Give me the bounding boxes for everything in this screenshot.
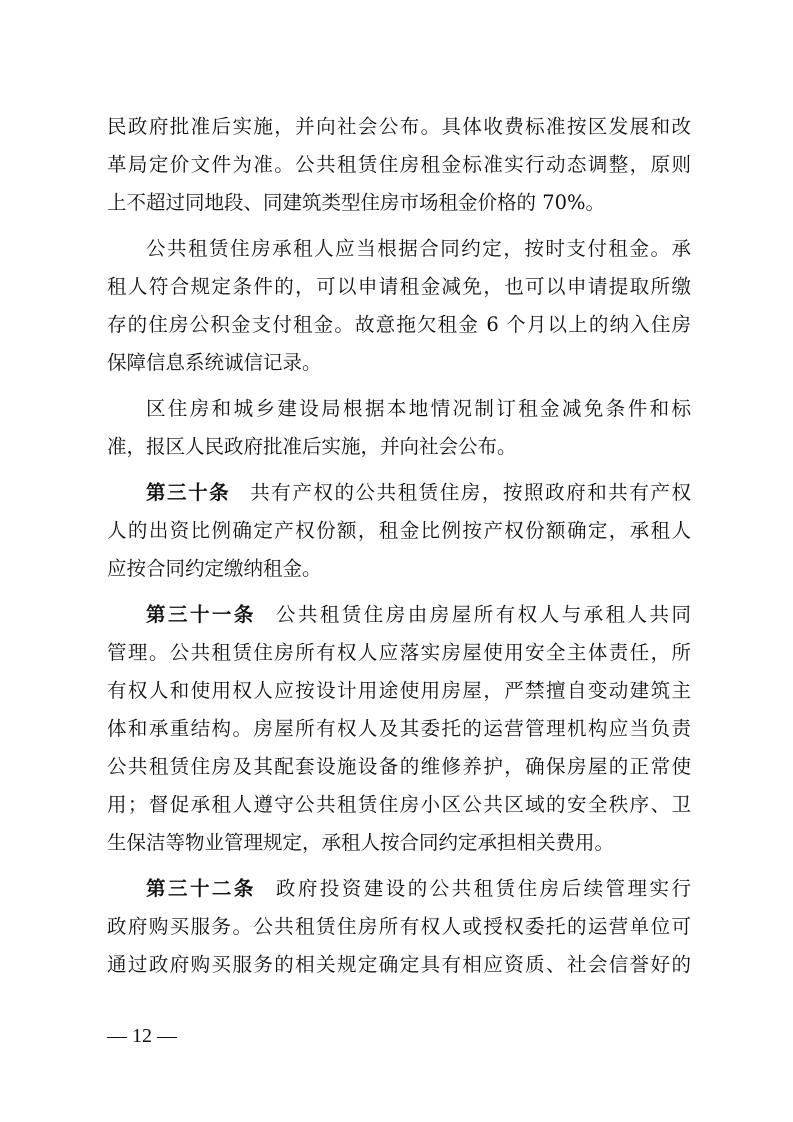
text-line: 民政府批准后实施，并向社会公布。具体收费标准按区发展和改 xyxy=(107,115,691,138)
text-line: 有权人和使用权人应按设计用途使用房屋，严禁擅自变动建筑主 xyxy=(107,679,691,702)
text-line: 管理。公共租赁住房所有权人应落实房屋使用安全主体责任，所 xyxy=(107,641,691,664)
text-line: 用；督促承租人遵守公共租赁住房小区公共区域的安全秩序、卫 xyxy=(107,793,691,816)
text-line xyxy=(107,870,691,908)
text-line: 准，报区人民政府批准后实施，并向社会公布。 xyxy=(107,435,517,458)
article-text: 公共租赁住房由房屋所有权人与承租人共同 xyxy=(275,603,691,626)
article-31 xyxy=(107,596,691,862)
text-line: 政府购买服务。公共租赁住房所有权人或授权委托的运营单位可 xyxy=(107,915,691,938)
text-line xyxy=(107,596,691,634)
text-line: 革局定价文件为准。公共租赁住房租金标准实行动态调整，原则 xyxy=(107,153,691,176)
page-number: — 12 — xyxy=(107,1025,177,1047)
text-line: 应按合同约定缴纳租金。 xyxy=(107,557,322,580)
text-line: 存的住房公积金支付租金。故意拖欠租金 6 个月以上的纳入住房 xyxy=(107,313,691,336)
article-number: 第三十二条 xyxy=(146,877,256,900)
paragraph-rent-reduction xyxy=(107,390,691,466)
paragraph-continuation xyxy=(107,108,691,222)
paragraph-rent-payment xyxy=(107,230,691,382)
text-line: 人的出资比例确定产权份额，租金比例按产权份额确定，承租人 xyxy=(107,519,691,542)
text-line: 上不超过同地段、同建筑类型住房市场租金价格的 70%。 xyxy=(107,191,606,214)
text-line: 公共租赁住房及其配套设施设备的维修养护，确保房屋的正常使 xyxy=(107,755,691,778)
text-line: 公共租赁住房承租人应当根据合同约定，按时支付租金。承 xyxy=(146,237,691,260)
article-32 xyxy=(107,870,691,984)
text-line: 通过政府购买服务的相关规定确定具有相应资质、社会信誉好的 xyxy=(107,953,691,976)
article-text: 共有产权的公共租赁住房，按照政府和共有产权 xyxy=(250,481,691,504)
text-line xyxy=(107,474,691,512)
text-line: 体和承重结构。房屋所有权人及其委托的运营管理机构应当负责 xyxy=(107,717,691,740)
document-body xyxy=(107,108,691,984)
article-number: 第三十条 xyxy=(146,481,231,504)
article-text: 政府投资建设的公共租赁住房后续管理实行 xyxy=(275,877,691,900)
article-number: 第三十一条 xyxy=(146,603,256,626)
text-line: 保障信息系统诚信记录。 xyxy=(107,351,322,374)
text-line: 租人符合规定条件的，可以申请租金减免，也可以申请提取所缴 xyxy=(107,275,691,298)
article-30 xyxy=(107,474,691,588)
text-line: 区住房和城乡建设局根据本地情况制订租金减免条件和标 xyxy=(146,397,691,420)
text-line: 生保洁等物业管理规定，承租人按合同约定承担相关费用。 xyxy=(107,831,615,854)
